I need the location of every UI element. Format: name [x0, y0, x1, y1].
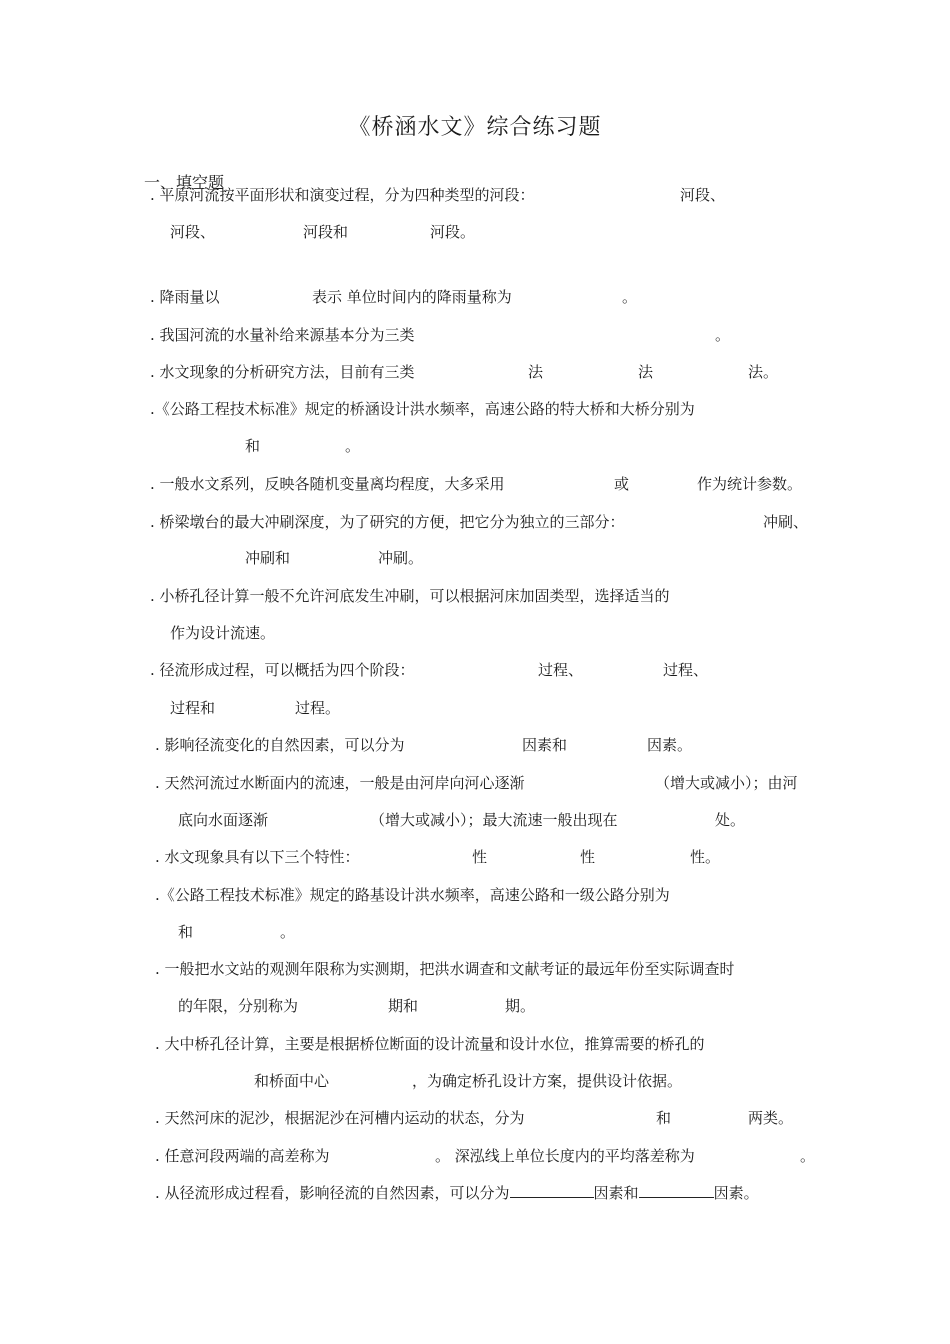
line-text: 和	[245, 437, 261, 455]
line-text: （增大或减小）；最大流速一般出现在	[370, 811, 618, 829]
line-text: 和桥面中心	[254, 1072, 330, 1090]
question-line	[303, 222, 348, 242]
line-text: 河段。	[430, 223, 476, 241]
question-line	[155, 1034, 705, 1054]
question-line	[715, 810, 745, 830]
question-line	[312, 287, 512, 307]
line-text: 性。	[690, 848, 721, 866]
question-line	[155, 735, 405, 755]
line-text: 处。	[715, 811, 746, 829]
question-line	[345, 436, 360, 456]
line-text: 过程、	[538, 661, 584, 679]
line-text: . 平原河流按平面形状和演变过程，分为四种类型的河段：	[150, 186, 535, 204]
line-text: .《公路工程技术标准》规定的路基设计洪水频率，高速公路和一级公路分别为	[155, 886, 670, 904]
line-text: . 径流形成过程，可以概括为四个阶段：	[150, 661, 415, 679]
line-text: . 一般水文系列，反映各随机变量离均程度，大多采用	[150, 475, 505, 493]
question-line	[150, 325, 415, 345]
line-text: 过程、	[663, 661, 709, 679]
question-line	[150, 512, 625, 532]
question-line	[697, 474, 802, 494]
line-text: . 我国河流的水量补给来源基本分为三类	[150, 326, 415, 344]
line-text: 。	[800, 1147, 816, 1165]
question-line	[155, 1108, 525, 1128]
question-line	[622, 287, 637, 307]
line-text: 过程。	[295, 699, 341, 717]
question-line	[580, 847, 595, 867]
question-line	[800, 1146, 815, 1166]
line-text: 因素和	[522, 736, 568, 754]
line-text: 冲刷、	[763, 513, 809, 531]
question-line	[430, 222, 475, 242]
line-text: 冲刷和	[245, 549, 291, 567]
question-line	[280, 922, 295, 942]
question-line	[378, 548, 423, 568]
line-text: 底向水面逐渐	[178, 811, 269, 829]
line-text: . 大中桥孔径计算，主要是根据桥位断面的设计流量和设计水位，推算需要的桥孔的	[155, 1035, 705, 1053]
document-title: 《桥涵水文》综合练习题	[348, 115, 602, 140]
question-line	[663, 660, 708, 680]
question-line	[680, 185, 725, 205]
line-text: 因素。	[647, 736, 693, 754]
question-line	[150, 660, 415, 680]
line-text: 或	[614, 475, 630, 493]
question-line	[155, 1146, 330, 1166]
line-text: 期和	[388, 997, 419, 1015]
line-text: 性	[580, 848, 596, 866]
line-text: . 影响径流变化的自然因素，可以分为	[155, 736, 405, 754]
question-line	[522, 735, 567, 755]
line-text: . 一般把水文站的观测年限称为实测期，把洪水调查和文献考证的最远年份至实际调查时	[155, 960, 735, 978]
line-text: 。	[622, 288, 638, 306]
line-text: 因素。	[713, 1184, 759, 1202]
line-text: 法	[638, 363, 654, 381]
question-line	[245, 548, 290, 568]
line-text: 法	[528, 363, 544, 381]
line-text: . 降雨量以	[150, 288, 220, 306]
question-line	[178, 810, 268, 830]
question-line	[170, 623, 275, 643]
question-line	[370, 810, 618, 830]
line-text: . 水文现象的分析研究方法，目前有三类	[150, 363, 415, 381]
line-text: . 任意河段两端的高差称为	[155, 1147, 330, 1165]
question-line	[655, 773, 798, 793]
question-line	[170, 222, 215, 242]
line-text: 的年限，分别称为	[178, 997, 299, 1015]
question-line	[155, 847, 360, 867]
line-text: ，为确定桥孔设计方案，提供设计依据。	[412, 1072, 683, 1090]
question-line	[155, 1183, 759, 1203]
line-text: .《公路工程技术标准》规定的桥涵设计洪水频率，高速公路的特大桥和大桥分别为	[150, 400, 695, 418]
question-line	[178, 922, 193, 942]
line-text: 。	[345, 437, 361, 455]
line-text: 。 深泓线上单位长度内的平均落差称为	[435, 1147, 695, 1165]
line-text: 。	[715, 326, 731, 344]
answer-blank[interactable]	[639, 1183, 714, 1198]
line-text: . 水文现象具有以下三个特性：	[155, 848, 360, 866]
line-text: . 天然河床的泥沙，根据泥沙在河槽内运动的状态，分为	[155, 1109, 525, 1127]
question-line	[656, 1108, 671, 1128]
question-line	[254, 1071, 329, 1091]
question-line	[150, 399, 695, 419]
line-text: . 天然河流过水断面内的流速，一般是由河岸向河心逐渐	[155, 774, 525, 792]
question-line	[748, 362, 778, 382]
question-line	[538, 660, 583, 680]
question-line	[170, 698, 215, 718]
question-line	[690, 847, 720, 867]
question-line	[763, 512, 808, 532]
line-text: 和	[656, 1109, 672, 1127]
line-text: 期。	[505, 997, 536, 1015]
question-line	[150, 474, 505, 494]
line-text: 两类。	[748, 1109, 794, 1127]
line-text: 作为统计参数。	[697, 475, 803, 493]
question-line	[245, 436, 260, 456]
question-line	[150, 586, 670, 606]
answer-blank[interactable]	[510, 1183, 594, 1198]
question-line	[472, 847, 487, 867]
question-line	[155, 885, 670, 905]
line-text: 和	[178, 923, 194, 941]
question-line	[505, 996, 535, 1016]
question-line	[715, 325, 730, 345]
line-text: . 从径流形成过程看，影响径流的自然因素，可以分为	[155, 1184, 510, 1202]
question-line	[178, 996, 298, 1016]
line-text: 法。	[748, 363, 779, 381]
line-text: 性	[472, 848, 488, 866]
line-text: . 桥梁墩台的最大冲刷深度，为了研究的方便，把它分为独立的三部分：	[150, 513, 625, 531]
question-line	[614, 474, 629, 494]
line-text: 河段、	[170, 223, 216, 241]
question-line	[155, 773, 525, 793]
question-line	[748, 1108, 793, 1128]
question-line	[435, 1146, 695, 1166]
question-line	[412, 1071, 682, 1091]
question-line	[388, 996, 418, 1016]
question-line	[155, 959, 735, 979]
line-text: 作为设计流速。	[170, 624, 276, 642]
line-text: 过程和	[170, 699, 216, 717]
line-text: . 小桥孔径计算一般不允许河底发生冲刷，可以根据河床加固类型，选择适当的	[150, 587, 670, 605]
line-text: 表示 单位时间内的降雨量称为	[312, 288, 512, 306]
line-text: 冲刷。	[378, 549, 424, 567]
question-line	[150, 185, 535, 205]
line-text: 河段和	[303, 223, 349, 241]
question-line	[647, 735, 692, 755]
line-text: 因素和	[593, 1184, 639, 1202]
question-line	[638, 362, 653, 382]
section-heading: 一、填空题	[144, 173, 225, 192]
line-text: （增大或减小）；由河	[655, 774, 798, 792]
question-line	[150, 362, 415, 382]
line-text: 河段、	[680, 186, 726, 204]
question-line	[295, 698, 340, 718]
line-text: 。	[280, 923, 296, 941]
question-line	[150, 287, 220, 307]
question-line	[528, 362, 543, 382]
